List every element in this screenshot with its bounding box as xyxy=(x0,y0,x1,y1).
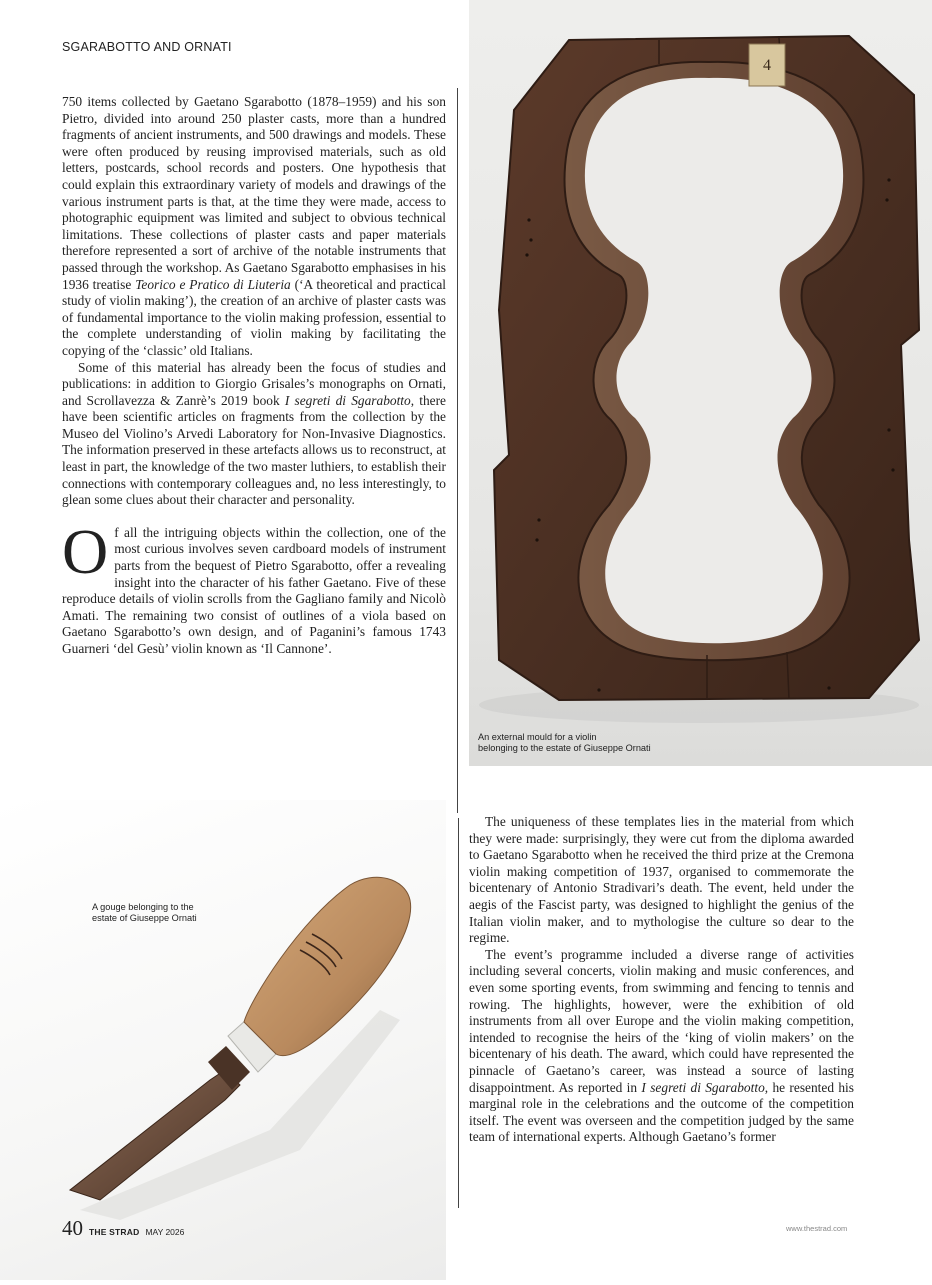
drop-cap: O xyxy=(62,515,109,587)
paragraph: The uniqueness of these templates lies in the material from which they were made: surprisingly, they were cut from the diploma awarded to Gaetano Sgarabotto when he received the third prize at the Cremona violin making competition of 1937, organised to commemorate the bicentenary of Antonio Stradivari’s death. The event, held under the aegis of the Fascist party, was designed to highlight the genius of the Italian violin maker, and to mythologise the culture so dear to the regime. xyxy=(469,814,854,946)
gouge-photo xyxy=(0,800,446,1280)
footer-url: www.thestrad.com xyxy=(786,1224,848,1233)
mould-label-tag: 4 xyxy=(763,57,771,74)
violin-mould-illustration xyxy=(469,0,932,766)
page-number: 40 xyxy=(62,1216,83,1240)
issue-date: MAY 2026 xyxy=(145,1227,185,1237)
left-text-column xyxy=(62,94,446,658)
column-rule xyxy=(457,88,458,813)
mould-caption: An external mould for a violin belonging to the estate of Giuseppe Ornati xyxy=(478,732,651,753)
paragraph: 750 items collected by Gaetano Sgarabotto (1878–1959) and his son Pietro, divided into around 250 plaster casts, more than a hundred fragments of ancient instruments, and 500 drawings and models. These were often produced by reusing improvised materials, such as old letters, postcards, school records and posters. One hypothesis that could explain this extraordinary variety of models and drawings of the various instrument parts is that, at the time they were made, access to photographic equipment was limited and subject to obvious technical limitations. These collections of plaster casts and paper materials therefore represented a sort of archive of the notable instruments that passed through the workshop. As Gaetano Sgarabotto emphasises in his 1936 treatise Teorico e Pratico di Liuteria (‘A theoretical and practical study of violin making’), the creation of an archive of plaster casts was of fundamental importance to the violin making profession, essential to the complete understanding of violin making by facilitating the copying of the ‘classic’ old Italians. xyxy=(62,94,447,358)
gouge-illustration xyxy=(0,800,446,1280)
magazine-name: THE STRAD xyxy=(89,1227,140,1237)
paragraph: Some of this material has already been the focus of studies and publications: in addition to Giorgio Grisales’s monographs on Ornati, and Scrollavezza & Zanrè’s 2019 book I segreti di Sgarabotto, there have been scientific articles on fragments from the collection by the Museo del Violino’s Arvedi Laboratory for Non-Invasive Diagnostics. The information preserved in these artefacts allows us to reconstruct, at least in part, the knowledge of the two master luthiers, to establish their connections with contemporary colleagues and, no less interestingly, to glean some clues about their character and personality. xyxy=(62,359,446,508)
column-rule xyxy=(458,818,459,1208)
section-title: SGARABOTTO AND ORNATI xyxy=(62,40,232,54)
paragraph: The event’s programme included a diverse range of activities including several concerts, violin making and music conferences, and even some sporting events, from swimming and fencing to tennis and rowing. The highlights, however, were the exhibition of old instruments from all over Europe and the violin making competition, intended to recognise the heirs of the ‘king of violin makers’ on the bicentenary of his death. The award, which could have represented the pinnacle of Gaetano’s career, was instead a source of lasting disappointment. As reported in I segreti di Sgarabotto, he resented his marginal role in the celebrations and the outcome of the competition itself. The event was overseen and the competition judged by the same team of international experts. Although Gaetano’s former xyxy=(469,946,854,1145)
footer-folio xyxy=(62,1216,184,1241)
right-text-column xyxy=(469,814,854,1146)
gouge-caption: A gouge belonging to the estate of Giuseppe Ornati xyxy=(92,902,197,923)
mould-photo xyxy=(469,0,932,766)
paragraph-dropcap: Of all the intriguing objects within the collection, one of the most curious involves seven cardboard models of instrument parts from the bequest of Pietro Sgarabotto, offer a revealing insight into the character of his father Gaetano. Five of these reproduce details of violin scrolls from the Gagliano family and Nicolò Amati. The remaining two consist of outlines of a viola based on Gaetano Sgarabotto’s own design, and of Paganini’s famous 1743 Guarneri ‘del Gesù’ violin known as ‘Il Cannone’. xyxy=(62,515,446,656)
